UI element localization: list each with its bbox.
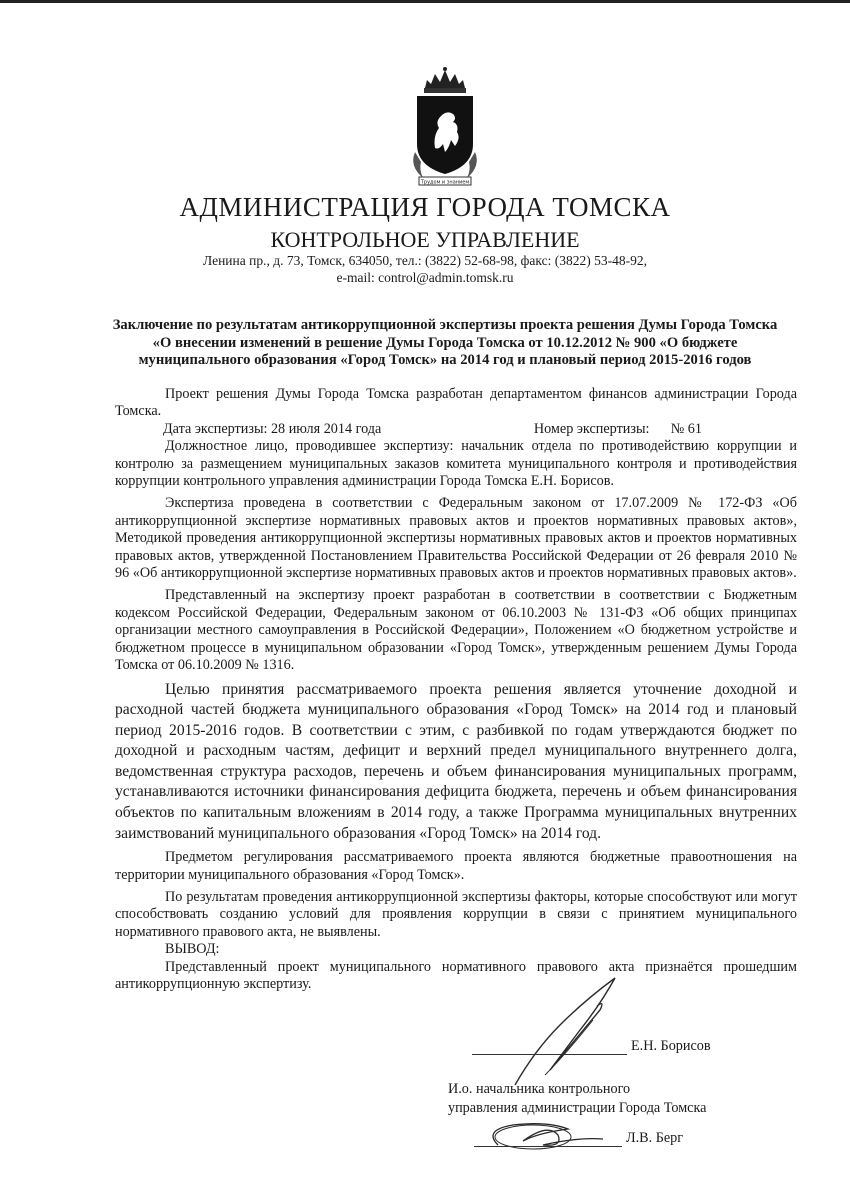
- organization-name: АДМИНИСТРАЦИЯ ГОРОДА ТОМСКА: [179, 192, 671, 222]
- signer-1-name: Е.Н. Борисов: [631, 1038, 711, 1054]
- compliance-paragraph: Представленный на экспертизу проект разработан в соответствии в соответствии с Бюджетным кодексом Российской Федерации, Федеральным законом от 06.10.2003 № 131-ФЗ «Об общих принципах организации местного самоуправления в Российской Федерации», Положением «О бюджетном устройстве и бюджетном процессе в муниципальном образовании «Город Томск», утвержденным решением Думы Города Томска от 06.10.2009 № 1316.: [115, 587, 797, 674]
- official-paragraph: Должностное лицо, проводившее экспертизу: начальник отдела по противодействию коррупции и контролю за размещением муниципальных заказов комитета муниципального контроля и противодействия коррупции контрольного управления администрации Города Томска Е.Н. Борисов.: [115, 438, 797, 490]
- signer-2-name: Л.В. Берг: [626, 1130, 684, 1146]
- signature-underline: [472, 1040, 627, 1055]
- top-border: [0, 0, 850, 3]
- results-paragraph: По результатам проведения антикоррупционной экспертизы факторы, которые способствуют или могут способствовать созданию условий для проявления коррупции в связи с принятием муниципального нормативного правового акта, не выявлены.: [115, 889, 797, 940]
- expertise-number: Номер экспертизы: № 61: [533, 420, 702, 437]
- expertise-date: Дата экспертизы: 28 июля 2014 года: [163, 420, 382, 437]
- signature-line-2: [474, 1130, 683, 1147]
- basis-paragraph: Экспертиза проведена в соответствии с Федеральным законом от 17.07.2009 № 172-ФЗ «Об антикоррупционной экспертизе нормативных правовых актов и проектов нормативных правовых актов», Методикой проведения антикоррупционной экспертизы нормативных правовых актов и проектов нормативных правовых актов, утвержденной Постановлением Правительства Российской Федерации от 26 февраля 2010 № 96 «Об антикоррупционной экспертизе нормативных правовых актов и проектов нормативных правовых актов».: [115, 495, 797, 582]
- department-name: КОНТРОЛЬНОЕ УПРАВЛЕНИЕ: [270, 227, 580, 252]
- signature-line-1: [472, 1038, 802, 1055]
- purpose-paragraph: Целью принятия рассматриваемого проекта решения является уточнение доходной и расходной частей бюджета муниципального образования «Город Томск» на 2014 год и плановый период 2015-2016 годов. В соответствии с этим, с разбивкой по годам утверждаются бюджет по доходной и расходным частям, дефицит и верхний предел муниципального внутреннего долга, ведомственная структура расходов, перечень и объем финансирования муниципальных программ, устанавливаются источники финансирования дефицита бюджета, перечень и объем финансирования объектов по капитальным вложениям в 2014 году, а также Программа муниципальных внутренних заимствований муниципального образования «Город Томск» на 2014 год.: [115, 680, 797, 842]
- developer-paragraph: Проект решения Думы Города Томска разработан департаментом финансов администрации Города Томска.: [115, 386, 797, 420]
- conclusion-paragraph: Представленный проект муниципального нормативного правового акта признаётся прошедшим антикоррупционную экспертизу.: [115, 958, 797, 993]
- signature-underline: [474, 1132, 622, 1147]
- signature-borisov: [505, 970, 635, 1090]
- crest-motto: Трудом и знанием: [420, 179, 470, 186]
- signer-2-position: И.о. начальника контрольного управления администрации Города Томска: [448, 1081, 707, 1116]
- expertise-meta-row: [115, 421, 797, 438]
- contact-block: [0, 252, 850, 286]
- address-line: Ленина пр., д. 73, Томск, 634050, тел.: (3822) 52-68-98, факс: (3822) 53-48-92,: [203, 253, 647, 268]
- subject-paragraph: Предметом регулирования рассматриваемого проекта являются бюджетные правоотношения на территории муниципального образования «Город Томск».: [115, 849, 797, 883]
- document-body: [115, 386, 797, 994]
- conclusion-label: ВЫВОД:: [165, 941, 220, 958]
- email-line: e-mail: control@admin.tomsk.ru: [336, 270, 514, 285]
- tomsk-coat-of-arms: [405, 66, 485, 188]
- document-title: Заключение по результатам антикоррупционной экспертизы проекта решения Думы Города Томска «О внесении изменений в решение Думы Города Томска от 10.12.2012 № 900 «О бюджете муниципального образования «Город Томск» на 2014 год и плановый период 2015-2016 годов: [112, 317, 778, 368]
